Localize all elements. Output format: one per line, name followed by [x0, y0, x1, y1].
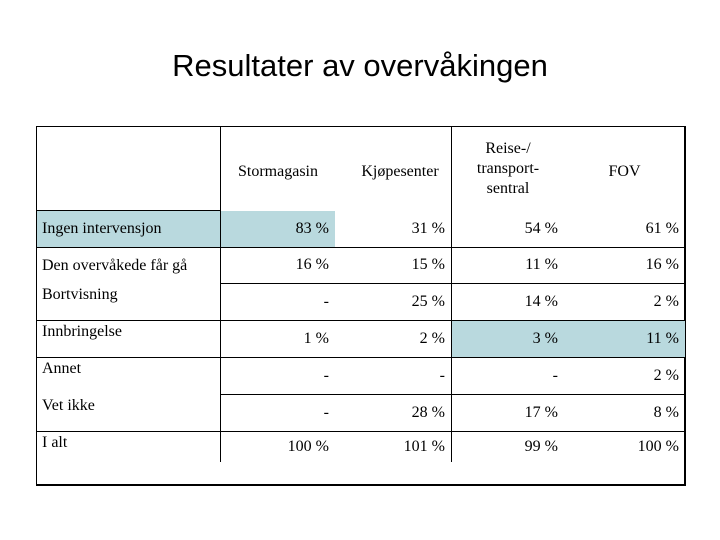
table-cell: - [451, 358, 564, 395]
page-title: Resultater av overvåkingen [172, 48, 548, 83]
table-cell: 2 % [335, 321, 451, 358]
table-cell: 101 % [403, 438, 445, 455]
table-cell: 99 % [451, 432, 564, 462]
row-label: Den overvåkede får gå [42, 256, 188, 274]
table-cell: 1 % [220, 321, 335, 358]
table-cell: 100 % [220, 432, 335, 462]
table-cell: - [220, 284, 335, 321]
results-table [36, 126, 686, 486]
row-label: Annet [42, 360, 82, 377]
table-cell: 11 % [451, 247, 564, 284]
header-fov: FOV [608, 163, 641, 180]
table-cell: 31 % [335, 211, 451, 248]
row-label: Ingen intervensjon [37, 211, 220, 248]
header-kjopesenter: Kjøpesenter [361, 163, 439, 180]
table-cell: 61 % [564, 211, 685, 248]
row-label: I alt [42, 434, 68, 451]
table-cell: - [220, 358, 335, 395]
table-cell: 2 % [564, 284, 685, 321]
row-label: Innbringelse [37, 321, 220, 358]
table-cell: 15 % [335, 247, 451, 284]
table-cell: 14 % [451, 284, 564, 321]
table-cell: 2 % [564, 358, 685, 395]
row-label: Bortvisning [37, 284, 220, 321]
table-cell: 83 % [220, 211, 335, 248]
table-cell: 11 % [564, 321, 685, 358]
table-cell: 16 % [220, 247, 335, 284]
table-cell: 17 % [451, 395, 564, 432]
table-cell: 16 % [564, 247, 685, 284]
table-cell: 25 % [335, 284, 451, 321]
header-stormagasin: Stormagasin [220, 127, 335, 211]
table-cell: - [220, 395, 335, 432]
header-reise-transport-sentral: Reise-/ transport- sentral [451, 127, 564, 211]
table-cell: 3 % [451, 321, 564, 358]
table-cell: 8 % [564, 395, 685, 432]
header-empty-cell [37, 127, 220, 211]
table-cell: 100 % [637, 438, 679, 455]
row-label: Vet ikke [37, 395, 220, 432]
table-cell: - [335, 358, 451, 395]
table-cell: 54 % [451, 211, 564, 248]
table-cell: 28 % [335, 395, 451, 432]
